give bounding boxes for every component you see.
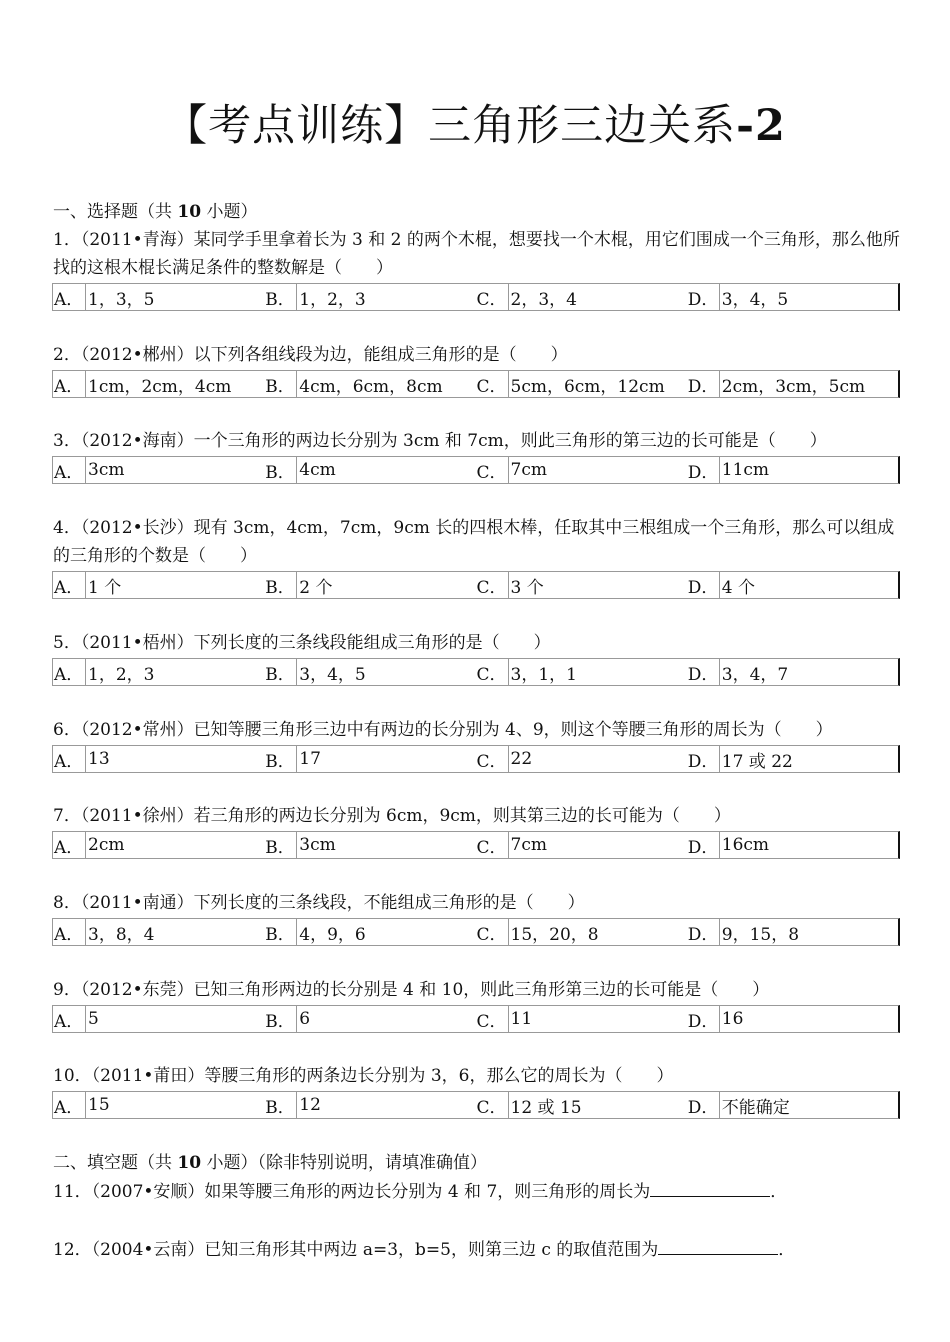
option-letter: A． bbox=[53, 919, 86, 945]
option-value: 15，20，8 bbox=[510, 924, 599, 945]
option-d[interactable] bbox=[687, 371, 898, 397]
option-letter: D． bbox=[687, 659, 720, 685]
page-title bbox=[0, 92, 950, 153]
section-count: 10 bbox=[177, 202, 202, 222]
option-letter: B． bbox=[264, 1006, 297, 1032]
question-8: 8．（2011•南通）下列长度的三条线段，不能组成三角形的是（ ） bbox=[53, 893, 585, 913]
option-value: 1，2，3 bbox=[299, 289, 366, 310]
option-value: 11cm bbox=[721, 460, 770, 480]
option-a[interactable] bbox=[53, 572, 264, 598]
question-end: ． bbox=[770, 1182, 788, 1202]
option-value: 4cm bbox=[299, 460, 336, 480]
option-d[interactable] bbox=[687, 919, 898, 945]
answer-blank[interactable] bbox=[650, 1180, 770, 1197]
option-value: 3 个 bbox=[510, 577, 544, 598]
option-letter: A． bbox=[53, 1006, 86, 1032]
option-letter: A． bbox=[53, 457, 86, 483]
question-text: 12．（2004•云南）已知三角形其中两边 a=3，b=5，则第三边 c 的取值范围为 bbox=[53, 1240, 659, 1260]
section-suffix: 小题） bbox=[201, 202, 258, 222]
question-1: 1．（2011•青海）某同学手里拿着长为 3 和 2 的两个木棍，想要找一个木棍，用它们围成一个三角形，那么他所找的这根木棍长满足条件的整数解是（ ） bbox=[53, 230, 900, 278]
title-text: 【考点训练】三角形三边关系 bbox=[164, 101, 737, 151]
option-value: 6 bbox=[299, 1009, 311, 1029]
options-7 bbox=[52, 831, 900, 859]
title-suffix: -2 bbox=[736, 101, 786, 151]
option-c[interactable] bbox=[476, 457, 687, 483]
option-c[interactable] bbox=[476, 746, 687, 772]
section-choice-heading bbox=[53, 201, 257, 223]
option-value: 5 bbox=[88, 1009, 99, 1029]
question-9: 9．（2012•东莞）已知三角形两边的长分别是 4 和 10，则此三角形第三边的长可能是（ ） bbox=[53, 980, 770, 1000]
option-letter: B． bbox=[264, 832, 297, 858]
option-d[interactable] bbox=[687, 832, 898, 858]
option-value: 1，3，5 bbox=[88, 289, 155, 310]
option-a[interactable] bbox=[53, 457, 264, 483]
options-2 bbox=[52, 370, 900, 398]
option-letter: A． bbox=[53, 572, 86, 598]
option-a[interactable] bbox=[53, 659, 264, 685]
question-end: ． bbox=[778, 1240, 796, 1260]
question-2: 2．（2012•郴州）以下列各组线段为边，能组成三角形的是（ ） bbox=[53, 345, 568, 365]
option-c[interactable] bbox=[476, 919, 687, 945]
section-fill-heading bbox=[53, 1152, 487, 1174]
option-c[interactable] bbox=[476, 1006, 687, 1032]
option-value: 不能确定 bbox=[721, 1097, 790, 1118]
option-letter: B． bbox=[264, 1092, 297, 1118]
option-c[interactable] bbox=[476, 572, 687, 598]
option-value: 5cm，6cm，12cm bbox=[510, 376, 665, 397]
option-letter: A． bbox=[53, 1092, 86, 1118]
option-value: 3cm bbox=[299, 835, 336, 855]
option-b[interactable] bbox=[264, 659, 475, 685]
option-c[interactable] bbox=[476, 659, 687, 685]
fill-question-12 bbox=[53, 1236, 903, 1264]
option-letter: D． bbox=[687, 919, 720, 945]
section-suffix: 小题）（除非特别说明，请填准确值） bbox=[201, 1153, 487, 1173]
option-b[interactable] bbox=[264, 832, 475, 858]
question-5: 5．（2011•梧州）下列长度的三条线段能组成三角形的是（ ） bbox=[53, 633, 551, 653]
option-letter: C． bbox=[476, 746, 509, 772]
option-value: 3cm bbox=[88, 460, 125, 480]
section-prefix: 二、填空题（共 bbox=[53, 1153, 178, 1173]
option-value: 1cm，2cm，4cm bbox=[88, 376, 232, 397]
option-letter: B． bbox=[264, 371, 297, 397]
option-letter: B． bbox=[264, 746, 297, 772]
question-3: 3．（2012•海南）一个三角形的两边长分别为 3cm 和 7cm，则此三角形的第三边的长可能是（ ） bbox=[53, 431, 827, 451]
fill-question-11 bbox=[53, 1178, 903, 1206]
option-c[interactable] bbox=[476, 1092, 687, 1118]
option-a[interactable] bbox=[53, 919, 264, 945]
option-value: 2cm bbox=[88, 835, 125, 855]
option-b[interactable] bbox=[264, 371, 475, 397]
options-10 bbox=[52, 1091, 900, 1119]
option-value: 2 个 bbox=[299, 577, 333, 598]
option-letter: D． bbox=[687, 284, 720, 310]
option-value: 2，3，4 bbox=[510, 289, 577, 310]
option-value: 11 bbox=[510, 1009, 533, 1029]
option-b[interactable] bbox=[264, 1006, 475, 1032]
option-letter: C． bbox=[476, 919, 509, 945]
option-letter: A． bbox=[53, 371, 86, 397]
option-d[interactable] bbox=[687, 284, 898, 310]
option-letter: C． bbox=[476, 832, 509, 858]
option-b[interactable] bbox=[264, 457, 475, 483]
option-value: 12 bbox=[299, 1095, 321, 1115]
option-letter: D． bbox=[687, 1092, 720, 1118]
option-letter: B． bbox=[264, 919, 297, 945]
option-letter: C． bbox=[476, 659, 509, 685]
option-a[interactable] bbox=[53, 746, 264, 772]
options-6 bbox=[52, 745, 900, 773]
option-value: 2cm，3cm，5cm bbox=[721, 376, 866, 397]
option-d[interactable] bbox=[687, 1006, 898, 1032]
option-letter: C． bbox=[476, 457, 509, 483]
option-value: 3，8，4 bbox=[88, 924, 155, 945]
option-letter: D． bbox=[687, 1006, 720, 1032]
options-3 bbox=[52, 456, 900, 484]
option-value: 9，15，8 bbox=[721, 924, 800, 945]
option-a[interactable] bbox=[53, 284, 264, 310]
options-8 bbox=[52, 918, 900, 946]
option-letter: B． bbox=[264, 659, 297, 685]
option-b[interactable] bbox=[264, 1092, 475, 1118]
option-letter: B． bbox=[264, 284, 297, 310]
option-c[interactable] bbox=[476, 284, 687, 310]
option-value: 3，4，5 bbox=[299, 664, 366, 685]
option-value: 3，4，7 bbox=[721, 664, 789, 685]
option-value: 12 或 15 bbox=[510, 1097, 582, 1118]
option-value: 1，2，3 bbox=[88, 664, 155, 685]
option-value: 22 bbox=[510, 749, 533, 769]
option-d[interactable] bbox=[687, 746, 898, 772]
option-letter: D． bbox=[687, 572, 720, 598]
option-letter: B． bbox=[264, 572, 297, 598]
option-letter: C． bbox=[476, 1006, 509, 1032]
section-prefix: 一、选择题（共 bbox=[53, 202, 178, 222]
option-letter: C． bbox=[476, 572, 509, 598]
option-letter: A． bbox=[53, 659, 86, 685]
option-d[interactable] bbox=[687, 1092, 898, 1118]
option-letter: A． bbox=[53, 832, 86, 858]
option-value: 13 bbox=[88, 749, 110, 769]
option-letter: D． bbox=[687, 832, 720, 858]
option-value: 4，9，6 bbox=[299, 924, 366, 945]
option-value: 3，1，1 bbox=[510, 664, 577, 685]
option-letter: D． bbox=[687, 746, 720, 772]
options-5 bbox=[52, 658, 900, 686]
options-4 bbox=[52, 571, 900, 599]
option-b[interactable] bbox=[264, 746, 475, 772]
option-value: 3，4，5 bbox=[721, 289, 789, 310]
question-6: 6．（2012•常州）已知等腰三角形三边中有两边的长分别为 4、9，则这个等腰三角形的周长为（ ） bbox=[53, 720, 833, 740]
section-count: 10 bbox=[177, 1153, 202, 1173]
option-letter: C． bbox=[476, 1092, 509, 1118]
options-9 bbox=[52, 1005, 900, 1033]
option-b[interactable] bbox=[264, 284, 475, 310]
option-d[interactable] bbox=[687, 572, 898, 598]
option-value: 17 bbox=[299, 749, 321, 769]
option-a[interactable] bbox=[53, 832, 264, 858]
option-c[interactable] bbox=[476, 371, 687, 397]
option-value: 4cm，6cm，8cm bbox=[299, 376, 443, 397]
option-letter: C． bbox=[476, 371, 509, 397]
option-letter: D． bbox=[687, 457, 720, 483]
question-7: 7．（2011•徐州）若三角形的两边长分别为 6cm，9cm，则其第三边的长可能为（ ） bbox=[53, 806, 731, 826]
option-letter: D． bbox=[687, 371, 720, 397]
options-1 bbox=[52, 283, 900, 311]
option-a[interactable] bbox=[53, 371, 264, 397]
option-b[interactable] bbox=[264, 572, 475, 598]
question-text: 11．（2007•安顺）如果等腰三角形的两边长分别为 4 和 7，则三角形的周长为 bbox=[53, 1182, 651, 1202]
option-letter: B． bbox=[264, 457, 297, 483]
option-value: 16 bbox=[721, 1009, 744, 1029]
option-value: 16cm bbox=[721, 835, 770, 855]
option-letter: A． bbox=[53, 284, 86, 310]
option-value: 17 或 22 bbox=[721, 751, 793, 772]
option-value: 7cm bbox=[510, 460, 547, 480]
option-b[interactable] bbox=[264, 919, 475, 945]
option-letter: C． bbox=[476, 284, 509, 310]
option-a[interactable] bbox=[53, 1092, 264, 1118]
option-value: 15 bbox=[88, 1095, 110, 1115]
question-10: 10．（2011•莆田）等腰三角形的两条边长分别为 3，6，那么它的周长为（ ） bbox=[53, 1066, 674, 1086]
option-c[interactable] bbox=[476, 832, 687, 858]
option-d[interactable] bbox=[687, 457, 898, 483]
option-d[interactable] bbox=[687, 659, 898, 685]
question-4: 4．（2012•长沙）现有 3cm，4cm，7cm，9cm 长的四根木棒，任取其中三根组成一个三角形，那么可以组成的三角形的个数是（ ） bbox=[53, 518, 895, 566]
option-value: 7cm bbox=[510, 835, 547, 855]
answer-blank[interactable] bbox=[658, 1238, 778, 1255]
option-value: 4 个 bbox=[721, 577, 755, 598]
option-a[interactable] bbox=[53, 1006, 264, 1032]
option-letter: A． bbox=[53, 746, 86, 772]
option-value: 1 个 bbox=[88, 577, 122, 598]
